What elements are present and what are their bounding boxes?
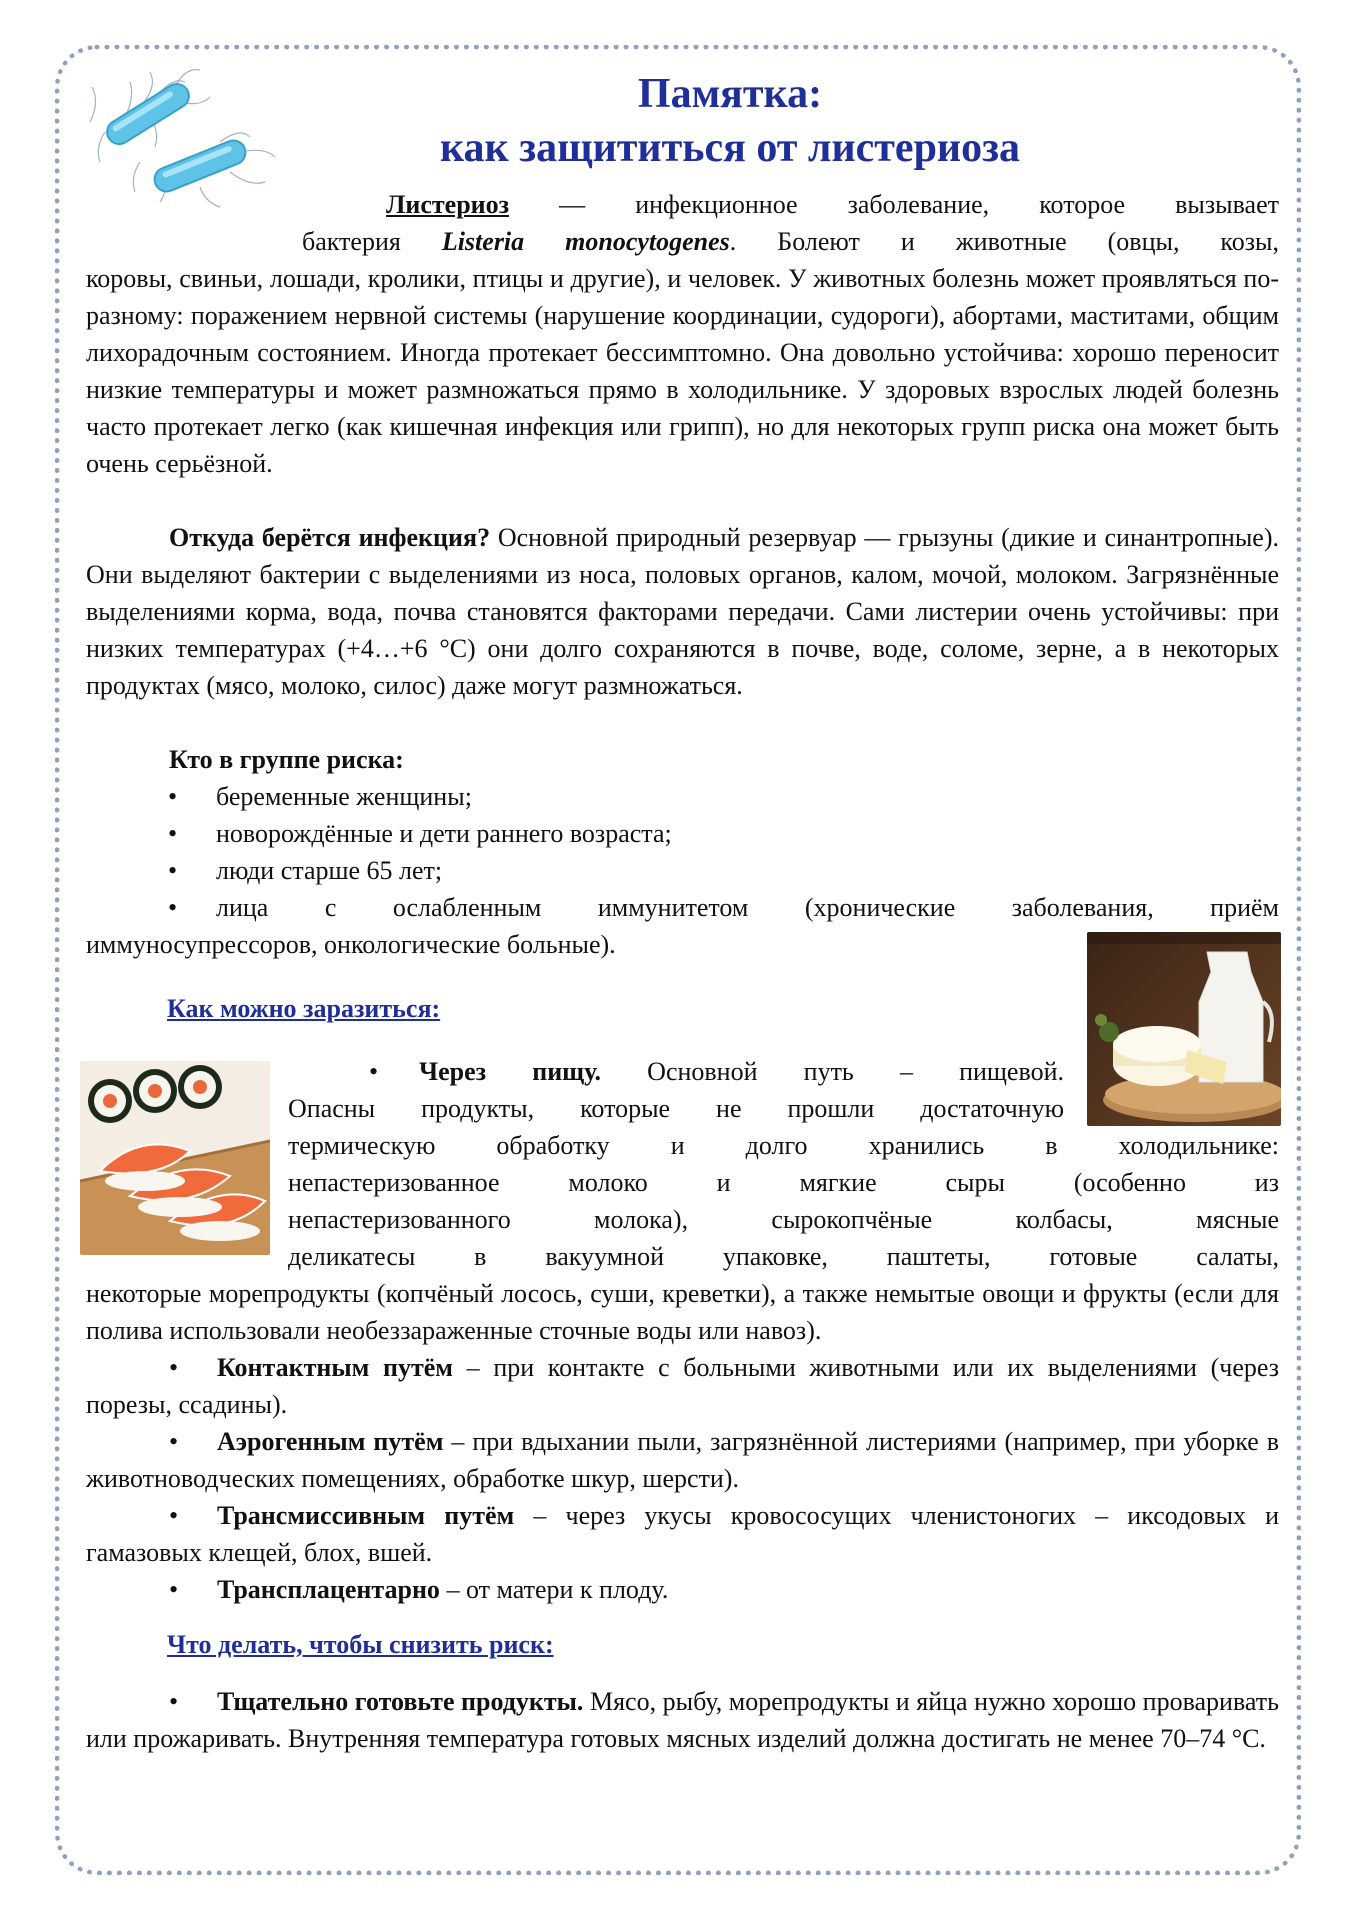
- intro-line2-pre: бактерия: [302, 227, 442, 256]
- contact-text: – при контакте с больными животными или их выделениями (через порезы, ссадины).: [86, 1353, 1280, 1419]
- risk-heading: Кто в группе риска:: [169, 745, 404, 774]
- bullet-icon: •: [169, 1427, 179, 1456]
- food-line6: деликатесы в вакуумной упаковке, паштеты, готовые салаты,: [288, 1242, 1279, 1271]
- intro-body: коровы, свиньи, лошади, кролики, птицы и другие), и человек. У животных болезнь может проявляться по-разному: поражением нервной системы (нарушение координации, судороги), абортами, маститами, общим лихорадочным состоянием. Иногда протекает бессимптомно. Она довольно устойчива: хорошо переносит низкие температуры и может размножаться прямо в холодильнике. У здоровых взрослых людей болезнь часто протекает легко (как кишечная инфекция или грипп), но для некоторых групп риска она может быть очень серьёзной.: [86, 264, 1279, 478]
- how-heading: Как можно заразиться:: [167, 994, 441, 1023]
- food-line5: непастеризованного молока), сырокопчёные колбасы, мясные: [288, 1205, 1279, 1234]
- source-text: [86, 519, 1279, 704]
- bullet-icon: •: [169, 1687, 179, 1716]
- bullet-icon: •: [168, 819, 178, 848]
- trans-heading: Трансмиссивным путём: [217, 1501, 515, 1530]
- intro-paragraph: [86, 186, 1279, 482]
- placenta-text: – от матери к плоду.: [439, 1575, 669, 1604]
- trans-item: [86, 1497, 1279, 1571]
- bullet-icon: •: [168, 893, 178, 922]
- reduce-item-heading: Тщательно готовьте продукты.: [217, 1687, 584, 1716]
- food-line1: [86, 1053, 1279, 1090]
- risk-item-4: [86, 889, 1279, 926]
- source-heading: Откуда берётся инфекция?: [169, 523, 491, 552]
- reduce-item-text: Мясо, рыбу, морепродукты и яйца нужно хорошо проваривать или прожаривать. Внутренняя температура готовых мясных изделий должна достигать не менее 70–74 °С.: [86, 1687, 1279, 1753]
- risk-item-text: лица с ослабленным иммунитетом (хронические заболевания, приём: [216, 893, 1279, 922]
- reduce-section: [86, 1683, 1279, 1757]
- source-paragraph: [86, 519, 1279, 704]
- risk-item-text: люди старше 65 лет;: [216, 856, 443, 885]
- food-line2: Опасны продукты, которые не прошли достаточную: [288, 1094, 1064, 1123]
- contact-item: [86, 1349, 1279, 1423]
- intro-line2-post: . Болеют и животные (овцы, козы,: [729, 227, 1279, 256]
- species-name: Listeria monocytogenes: [441, 227, 730, 256]
- risk-item-1: [86, 778, 1279, 815]
- reduce-heading: Что делать, чтобы снизить риск:: [167, 1630, 554, 1659]
- intro-line1-text: — инфекционное заболевание, которое вызывает: [509, 190, 1279, 219]
- trans-text: – через укусы кровососущих членистоногих – иксодовых и гамазовых клещей, блох, вшей.: [86, 1501, 1279, 1567]
- risk-item-3: [86, 852, 1279, 889]
- bullet-icon: •: [369, 1057, 379, 1086]
- bullet-icon: •: [169, 1353, 179, 1382]
- bullet-icon: •: [169, 1575, 179, 1604]
- risk-section: [86, 741, 1279, 963]
- bullet-icon: •: [168, 782, 178, 811]
- aero-heading: Аэрогенным путём: [217, 1427, 444, 1456]
- aero-text: – при вдыхании пыли, загрязнённой листериями (например, при уборке в животноводческих помещениях, обработке шкур, шерсти).: [86, 1427, 1279, 1493]
- food-line4: непастеризованное молоко и мягкие сыры (особенно из: [288, 1168, 1279, 1197]
- reduce-item: [86, 1683, 1279, 1757]
- bullet-icon: •: [169, 1501, 179, 1530]
- bullet-icon: •: [168, 856, 178, 885]
- risk-item-text: беременные женщины;: [216, 782, 472, 811]
- source-body: Основной природный резервуар — грызуны (дикие и синантропные). Они выделяют бактерии с выделениями из носа, половых органов, калом, мочой, молоком. Загрязнённые выделениями корма, вода, почва становятся факторами передачи. Сами листерии очень устойчивы: при низких температурах (+4…+6 °С) они долго сохраняются в почве, воде, соломе, зерне, а в некоторых продуктах (мясо, молоко, силос) даже могут размножаться.: [86, 523, 1280, 700]
- placenta-item: [86, 1571, 1279, 1608]
- placenta-heading: Трансплацентарно: [217, 1575, 440, 1604]
- intro-line2: [86, 223, 1279, 260]
- how-section: [86, 1053, 1279, 1608]
- intro-term: Листериоз: [386, 190, 510, 219]
- food-line3: термическую обработку и долго хранились в холодильнике:: [288, 1131, 1279, 1160]
- food-rest: некоторые морепродукты (копчёный лосось, суши, креветки), а также немытые овощи и фрукты (если для полива использовали необеззараженные сточные воды или навоз).: [86, 1279, 1279, 1345]
- page-title-line2: как защититься от листериоза: [439, 125, 1021, 171]
- risk-item-text: новорождённые и дети раннего возраста;: [216, 819, 672, 848]
- food-text: Основной путь – пищевой.: [601, 1057, 1064, 1086]
- risk-item-2: [86, 815, 1279, 852]
- aero-item: [86, 1423, 1279, 1497]
- contact-heading: Контактным путём: [217, 1353, 454, 1382]
- intro-line1: [86, 186, 1279, 223]
- risk-item-4-cont: иммуносупрессоров, онкологические больные).: [86, 930, 616, 959]
- food-heading: Через пищу.: [419, 1057, 602, 1086]
- page-title-line1: Памятка:: [637, 71, 823, 117]
